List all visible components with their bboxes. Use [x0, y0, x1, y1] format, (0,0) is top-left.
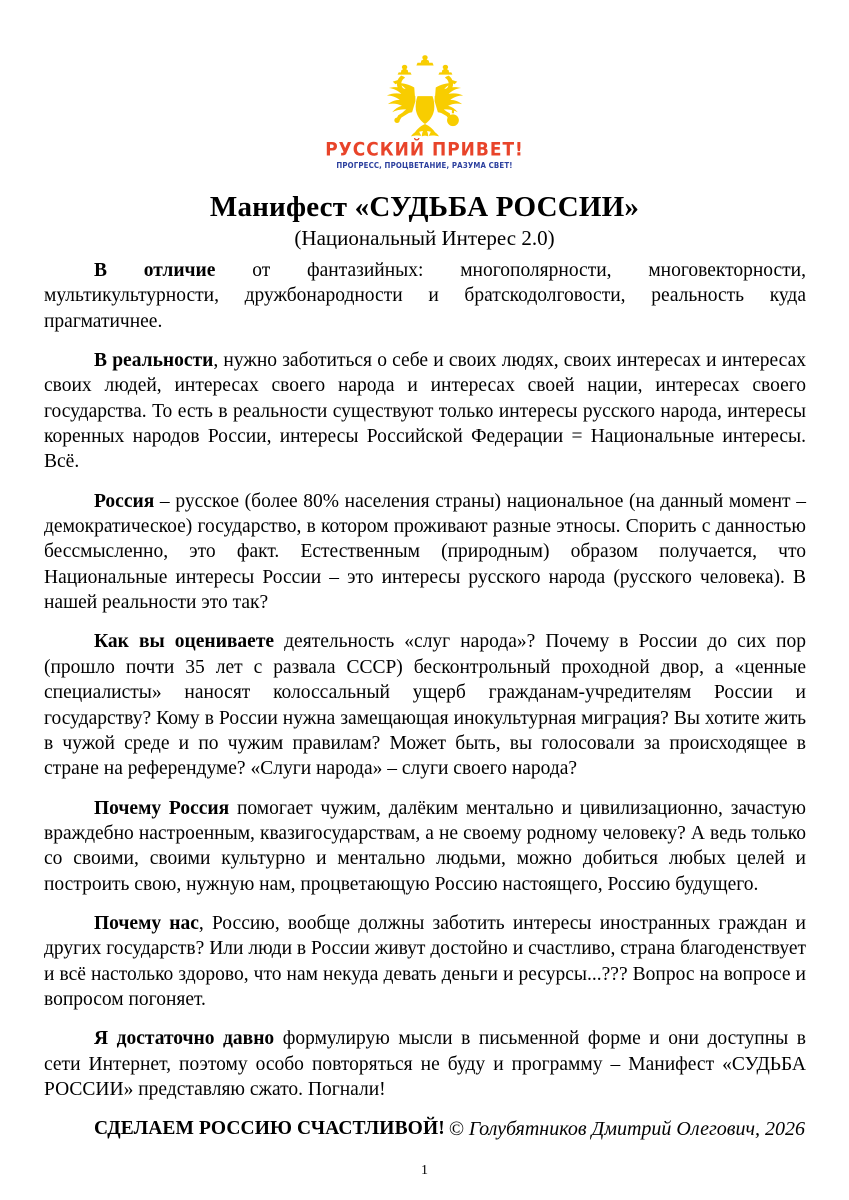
paragraph-lead: Я достаточно давно: [94, 1028, 275, 1050]
paragraph: [44, 629, 806, 781]
logo-wordmark: РУССКИЙ ПРИВЕТ!: [325, 139, 524, 161]
page-subtitle: (Национальный Интерес 2.0): [294, 226, 555, 250]
paragraph-text: формулирую мысли в письменной форме и они доступны в сети Интернет, поэтому особо повторяться не буду и программу – Манифест «СУДЬБА РОССИИ» представляю сжато. Погнали!: [44, 1028, 806, 1100]
paragraph: [44, 1026, 806, 1102]
paragraph-text: , нужно заботиться о себе и своих людях, своих интересах и интересах своих людей, интересах своего народа и интересах своей нации, интересах своего государства. То есть в реальности существуют только интересы русского народа, интересы коренных народов России, интересы Российской Федерации = Национальные интересы. Всё.: [44, 350, 806, 473]
closing-slogan: СДЕЛАЕМ РОССИЮ СЧАСТЛИВОЙ!: [94, 1118, 445, 1140]
paragraph-text: помогает чужим, далёким ментально и цивилизационно, зачастую враждебно настроенным, квазигосударствам, а не своему родному человеку? А ведь только со своими, своими культурно и ментально людьми, можно добиться любых целей и построить свою, нужную нам, процветающую Россию настоящего, Россию будущего.: [44, 797, 806, 895]
page-title: Манифест «СУДЬБА РОССИИ»: [209, 191, 640, 223]
double-headed-eagle-icon: [371, 52, 479, 138]
paragraph-text: , Россию, вообще должны заботить интересы иностранных граждан и других государств? Или люди в России живут достойно и счастливо, страна благоденствует и всё настолько здорово, что нам некуда девать деньги и ресурсы...??? Вопрос на вопросе и вопросом погоняет.: [44, 912, 806, 1010]
logo-block: [0, 52, 849, 170]
paragraph: [44, 911, 806, 1012]
paragraph: [44, 796, 806, 897]
paragraph-text: деятельность «слуг народа»? Почему в России до сих пор (прошло почти 35 лет с развала СССР) бесконтрольный проходной двор, а «ценные специалисты» наносят колоссальный ущерб гражданам-учредителям России и государству? Кому в России нужна замещающая инокультурная миграция? Вы хотите жить в чужой среде и по чужим правилам? Может быть, вы голосовали за происходящее в стране на референдуме? «Слуги народа» – слуги своего народа?: [44, 631, 807, 780]
paragraph-lead: Почему нас: [94, 912, 199, 934]
paragraph: [44, 348, 806, 475]
paragraph-lead: В реальности: [94, 350, 214, 372]
paragraph-lead: Почему Россия: [94, 797, 230, 819]
paragraph: [44, 489, 806, 616]
paragraph-lead: В отличие: [94, 260, 216, 281]
paragraph-text: от фантазийных: многополярности, многовекторности, мультикультурности, дружбонародности и братскодолговости, реальность куда прагматичнее.: [44, 260, 806, 332]
document-body: [44, 258, 806, 1142]
copyright-line: © Голубятников Дмитрий Олегович, 2026: [448, 1118, 805, 1140]
logo-tagline: ПРОГРЕСС, ПРОЦВЕТАНИЕ, РАЗУМА СВЕТ!: [336, 161, 513, 171]
paragraph-lead: Россия: [94, 490, 155, 512]
paragraph-lead: Как вы оцениваете: [94, 631, 275, 653]
paragraph-text: – русское (более 80% населения страны) национальное (на данный момент – демократическое) государство, в котором проживают разные этносы. Спорить с данностью бессмысленно, это факт. Естественным (природным) образом получается, что Национальные интересы России – это интересы русского народа (русского человека). В нашей реальности это так?: [44, 490, 806, 614]
page-number: 1: [421, 1163, 428, 1178]
paragraph: [44, 258, 806, 334]
